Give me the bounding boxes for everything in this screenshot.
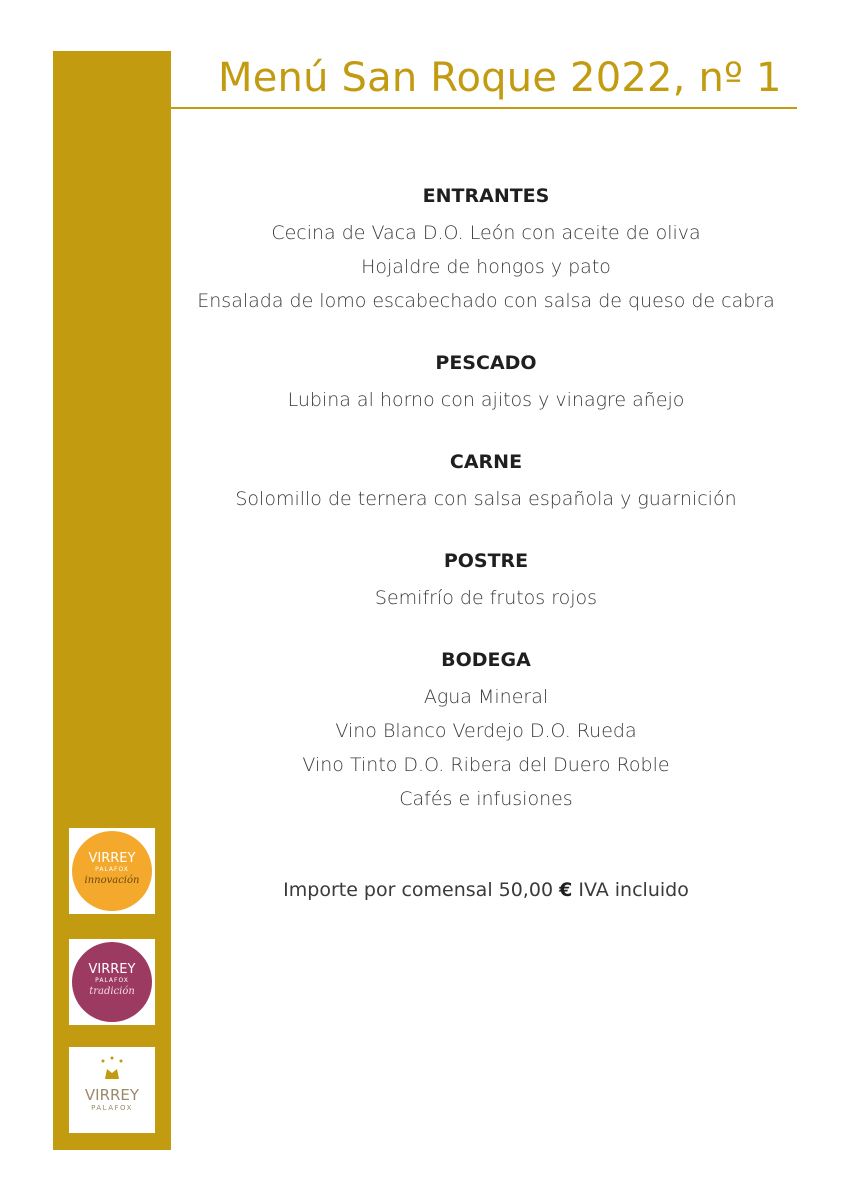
menu-item: Solomillo de ternera con salsa española y guarnición bbox=[235, 488, 737, 510]
menu-body bbox=[171, 183, 801, 848]
tradicion-logo-icon bbox=[69, 939, 155, 1025]
svg-text:PALAFOX: PALAFOX bbox=[91, 1104, 133, 1112]
section-heading: ENTRANTES bbox=[422, 185, 550, 207]
menu-item: Semifrío de frutos rojos bbox=[374, 587, 598, 609]
price-line bbox=[171, 873, 801, 907]
section-pescado bbox=[171, 350, 801, 417]
section-heading: POSTRE bbox=[443, 550, 529, 572]
menu-item: Cafés e infusiones bbox=[399, 788, 573, 810]
section-bodega bbox=[171, 647, 801, 816]
virrey-palafox-tradicion-logo bbox=[69, 939, 155, 1025]
euro-symbol: € bbox=[559, 879, 573, 901]
menu-item: Vino Blanco Verdejo D.O. Rueda bbox=[335, 720, 637, 742]
menu-item: Vino Tinto D.O. Ribera del Duero Roble bbox=[302, 754, 670, 776]
section-postre bbox=[171, 548, 801, 615]
section-heading: BODEGA bbox=[441, 649, 531, 671]
section-carne bbox=[171, 449, 801, 516]
svg-text:PALAFOX: PALAFOX bbox=[95, 977, 129, 984]
title-rule bbox=[171, 107, 797, 109]
virrey-palafox-innovacion-logo bbox=[69, 828, 155, 914]
svg-text:PALAFOX: PALAFOX bbox=[95, 866, 129, 873]
svg-text:VIRREY: VIRREY bbox=[88, 851, 136, 866]
price-text: Importe por comensal 50,00 bbox=[283, 879, 554, 901]
virrey-crest-icon bbox=[69, 1047, 155, 1133]
menu-title: Menú San Roque 2022, nº 1 bbox=[218, 55, 782, 101]
menu-item: Hojaldre de hongos y pato bbox=[361, 256, 611, 278]
section-heading: PESCADO bbox=[435, 352, 537, 374]
menu-item: Lubina al horno con ajitos y vinagre añejo bbox=[287, 389, 685, 411]
virrey-palafox-logo bbox=[69, 1047, 155, 1133]
section-heading: CARNE bbox=[449, 451, 523, 473]
menu-item: Agua Mineral bbox=[423, 686, 549, 708]
menu-item: Ensalada de lomo escabechado con salsa de queso de cabra bbox=[197, 290, 775, 312]
section-entrantes bbox=[171, 183, 801, 318]
svg-text:tradición: tradición bbox=[89, 986, 135, 997]
price-suffix: IVA incluido bbox=[578, 879, 689, 901]
svg-text:VIRREY: VIRREY bbox=[84, 1086, 140, 1104]
svg-text:VIRREY: VIRREY bbox=[88, 962, 136, 977]
menu-item: Cecina de Vaca D.O. León con aceite de oliva bbox=[271, 222, 701, 244]
innovacion-logo-icon bbox=[69, 828, 155, 914]
svg-text:innovación: innovación bbox=[84, 875, 140, 886]
